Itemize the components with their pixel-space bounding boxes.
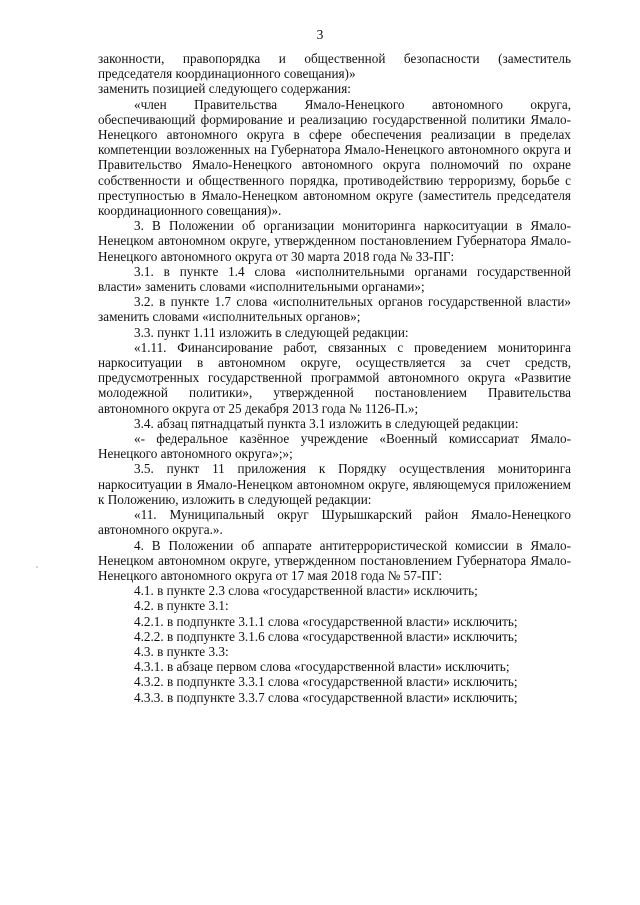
document-body <box>98 51 571 705</box>
paragraph-item-4-2-2: 4.2.2. в подпункте 3.1.6 слова «государственной власти» исключить; <box>134 628 518 644</box>
paragraph-item-4-3: 4.3. в пункте 3.3: <box>134 643 229 659</box>
paragraph-item-4-3-1: 4.3.1. в абзаце первом слова «государственной власти» исключить; <box>134 659 510 675</box>
paragraph-item-3-3: 3.3. пункт 1.11 изложить в следующей редакции: <box>134 324 409 340</box>
paragraph-quote-military: «- федеральное казённое учреждение «Военный комиссариат Ямало-Ненецкого автономного округа»;»; <box>98 431 571 462</box>
paragraph-quote-11: «11. Муниципальный округ Шурышкарский район Ямало-Ненецкого автономного округа.». <box>98 507 571 538</box>
paragraph-item-3-5: 3.5. пункт 11 приложения к Порядку осуществления мониторинга наркоситуации в Ямало-Ненецком автономном округе, являющемуся приложением к Положению, изложить в следующей редакции: <box>98 461 571 507</box>
paragraph-continuation: законности, правопорядка и общественной безопасности (заместитель председателя координационного совещания)» <box>98 51 571 82</box>
page-number: 3 <box>316 27 324 42</box>
paragraph-item-4: 4. В Положении об аппарате антитеррористической комиссии в Ямало-Ненецком автономном округе, утвержденном постановлением Губернатора Ямало-Ненецкого автономного округа от 17 мая 2018 года № 57-ПГ: <box>98 537 571 583</box>
paragraph-item-4-2-1: 4.2.1. в подпункте 3.1.1 слова «государственной власти» исключить; <box>134 613 518 629</box>
scan-dot <box>36 566 38 568</box>
paragraph-item-3-2: 3.2. в пункте 1.7 слова «исполнительных органов государственной власти» заменить словами «исполнительных органов»; <box>98 294 571 325</box>
paragraph-quote-1-11: «1.11. Финансирование работ, связанных с проведением мониторинга наркоситуации в автономном округе, осуществляется за счет средств, предусмотренных государственной программой автономного округа «Развитие молодежной политики», утвержденной постановлением Правительства автономного округа от 25 декабря 2013 года № 1126-П.»; <box>98 339 571 416</box>
paragraph-item-3-4: 3.4. абзац пятнадцатый пункта 3.1 изложить в следующей редакции: <box>134 415 519 431</box>
paragraph-new-position: «член Правительства Ямало-Ненецкого автономного округа, обеспечивающий формирование и реализацию государственной политики Ямало-Ненецкого автономного округа в сфере обеспечения реализации в пределах компетенции возложенных на Губернатора Ямало-Ненецкого автономного округа и Правительство Ямало-Ненецкого автономного округа полномочий по охране собственности и общественного порядка, противодействию терроризму, борьбе с преступностью в Ямало-Ненецком автономном округе (заместитель председателя координационного совещания)». <box>98 96 571 219</box>
paragraph-item-4-1: 4.1. в пункте 2.3 слова «государственной власти» исключить; <box>134 583 478 599</box>
paragraph-item-3-1: 3.1. в пункте 1.4 слова «исполнительными органами государственной власти» заменить словами «исполнительными органами»; <box>98 263 571 295</box>
paragraph-replace-instruction: заменить позицией следующего содержания: <box>98 81 351 97</box>
paragraph-item-3: 3. В Положении об организации мониторинга наркоситуации в Ямало-Ненецком автономном округе, утвержденном постановлением Губернатора Ямало-Ненецкого автономного округа от 30 марта 2018 года № 33-ПГ: <box>98 218 571 264</box>
paragraph-item-4-3-2: 4.3.2. в подпункте 3.3.1 слова «государственной власти» исключить; <box>134 674 518 690</box>
paragraph-item-4-3-3: 4.3.3. в подпункте 3.3.7 слова «государственной власти» исключить; <box>134 689 518 705</box>
paragraph-item-4-2: 4.2. в пункте 3.1: <box>134 598 229 614</box>
